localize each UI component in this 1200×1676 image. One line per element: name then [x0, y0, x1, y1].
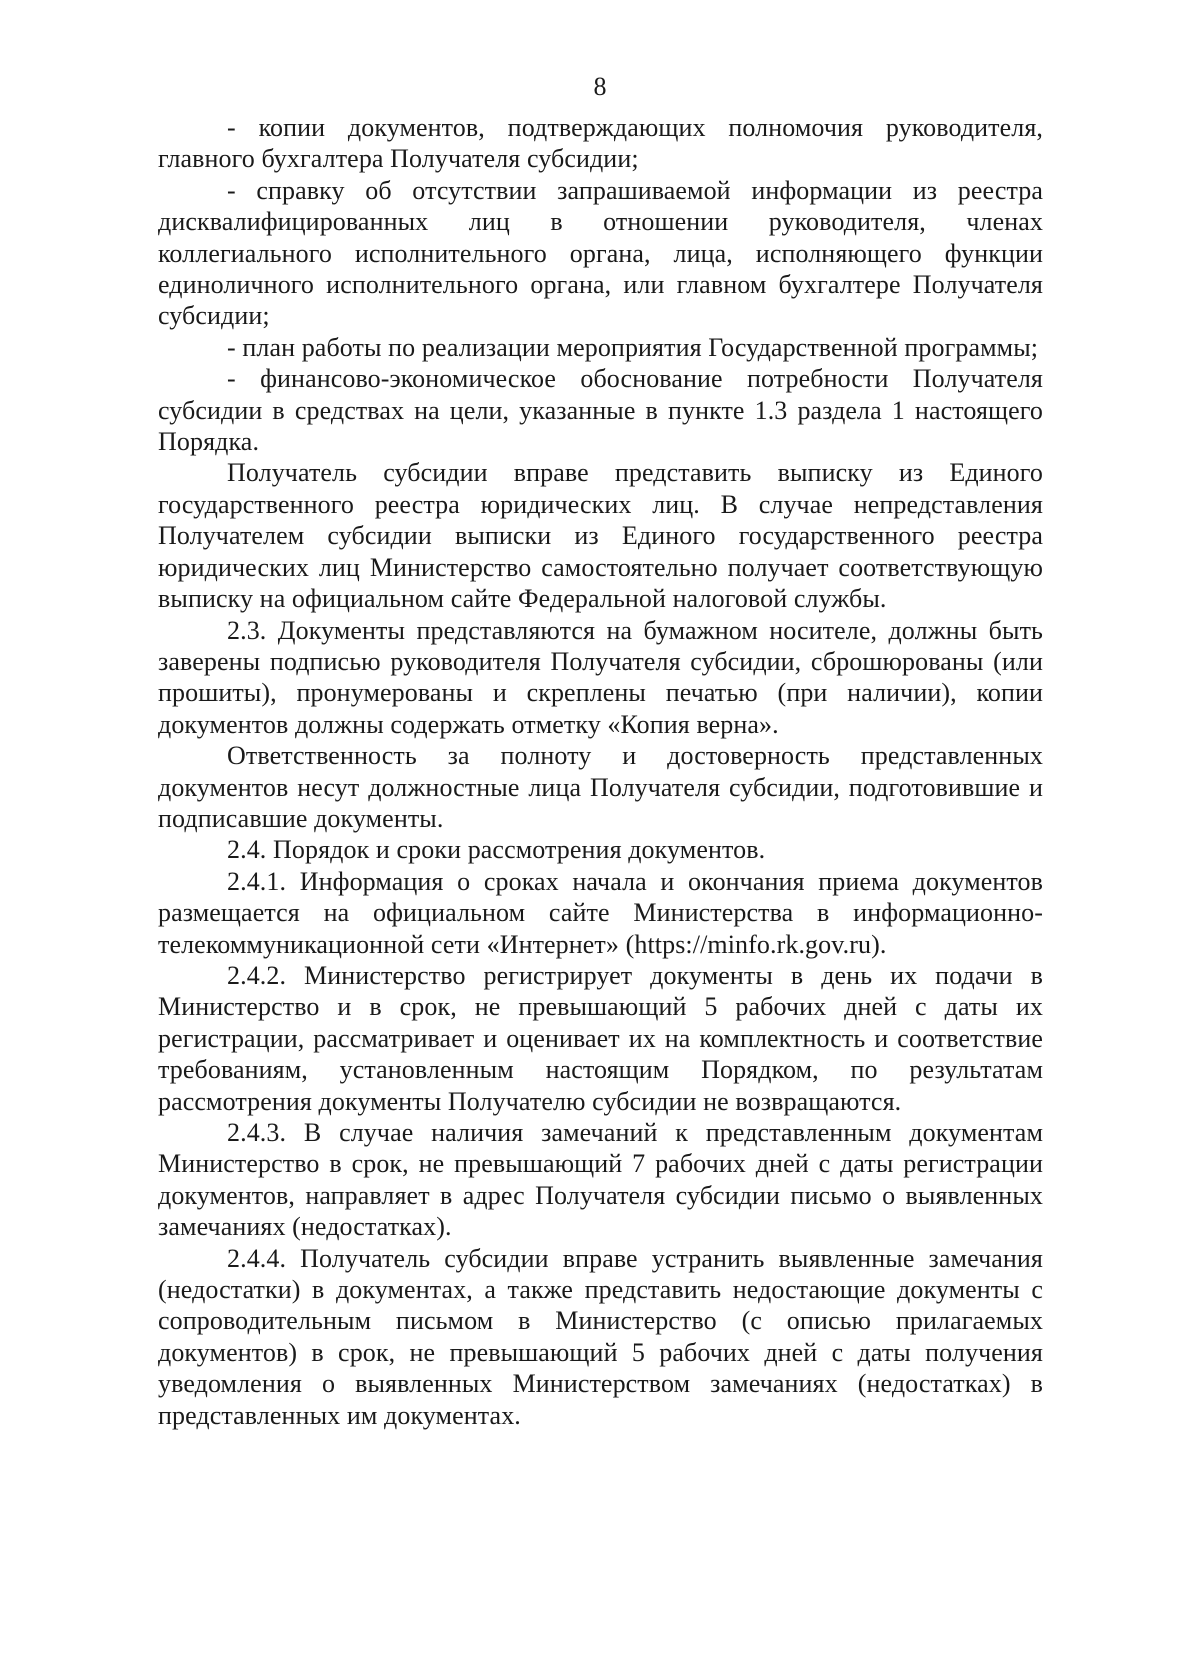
paragraph: - финансово-экономическое обоснование потребности Получателя субсидии в средствах на цели, указанные в пункте 1.3 раздела 1 настоящего Порядка. — [158, 364, 1043, 457]
paragraph: - копии документов, подтверждающих полномочия руководителя, главного бухгалтера Получателя субсидии; — [158, 113, 1043, 174]
paragraph: Получатель субсидии вправе представить выписку из Единого государственного реестра юридических лиц. В случае непредставления Получателем субсидии выписки из Единого государственного реестра юридических лиц Министерство самостоятельно получает соответствующую выписку на официальном сайте Федеральной налоговой службы. — [158, 458, 1043, 614]
paragraph: 2.3. Документы представляются на бумажном носителе, должны быть заверены подписью руководителя Получателя субсидии, сброшюрованы (или прошиты), пронумерованы и скреплены печатью (при наличии), копии документов должны содержать отметку «Копия верна». — [158, 615, 1043, 739]
paragraph: 2.4.3. В случае наличия замечаний к представленным документам Министерство в срок, не превышающий 7 рабочих дней с даты регистрации документов, направляет в адрес Получателя субсидии письмо о выявленных замечаниях (недостатках). — [158, 1118, 1043, 1242]
paragraph: 2.4.4. Получатель субсидии вправе устранить выявленные замечания (недостатки) в документах, а также представить недостающие документы с сопроводительным письмом в Министерство (с описью прилагаемых документов) в срок, не превышающий 5 рабочих дней с даты получения уведомления о выявленных Министерством замечаниях (недостатках) в представленных им документах. — [158, 1243, 1043, 1430]
paragraph: 2.4.1. Информация о сроках начала и окончания приема документов размещается на официальном сайте Министерства в информационно-телекоммуникационной сети «Интернет» (https://minfo.rk.gov.ru). — [158, 866, 1043, 959]
document-body — [158, 112, 1043, 1431]
paragraph: 2.4. Порядок и сроки рассмотрения документов. — [227, 835, 766, 865]
paragraph: - план работы по реализации мероприятия Государственной программы; — [227, 332, 1039, 362]
page-number: 8 — [593, 72, 607, 101]
paragraph: Ответственность за полноту и достоверность представленных документов несут должностные лица Получателя субсидии, подготовившие и подписавшие документы. — [158, 741, 1043, 833]
paragraph: 2.4.2. Министерство регистрирует документы в день их подачи в Министерство и в срок, не превышающий 5 рабочих дней с даты их регистрации, рассматривает и оценивает их на комплектность и соответствие требованиям, установленным настоящим Порядком, по результатам рассмотрения документы Получателю субсидии не возвращаются. — [158, 960, 1043, 1116]
paragraph: - справку об отсутствии запрашиваемой информации из реестра дисквалифицированных лиц в отношении руководителя, членах коллегиального исполнительного органа, лица, исполняющего функции единоличного исполнительного органа, или главном бухгалтере Получателя субсидии; — [158, 175, 1043, 331]
